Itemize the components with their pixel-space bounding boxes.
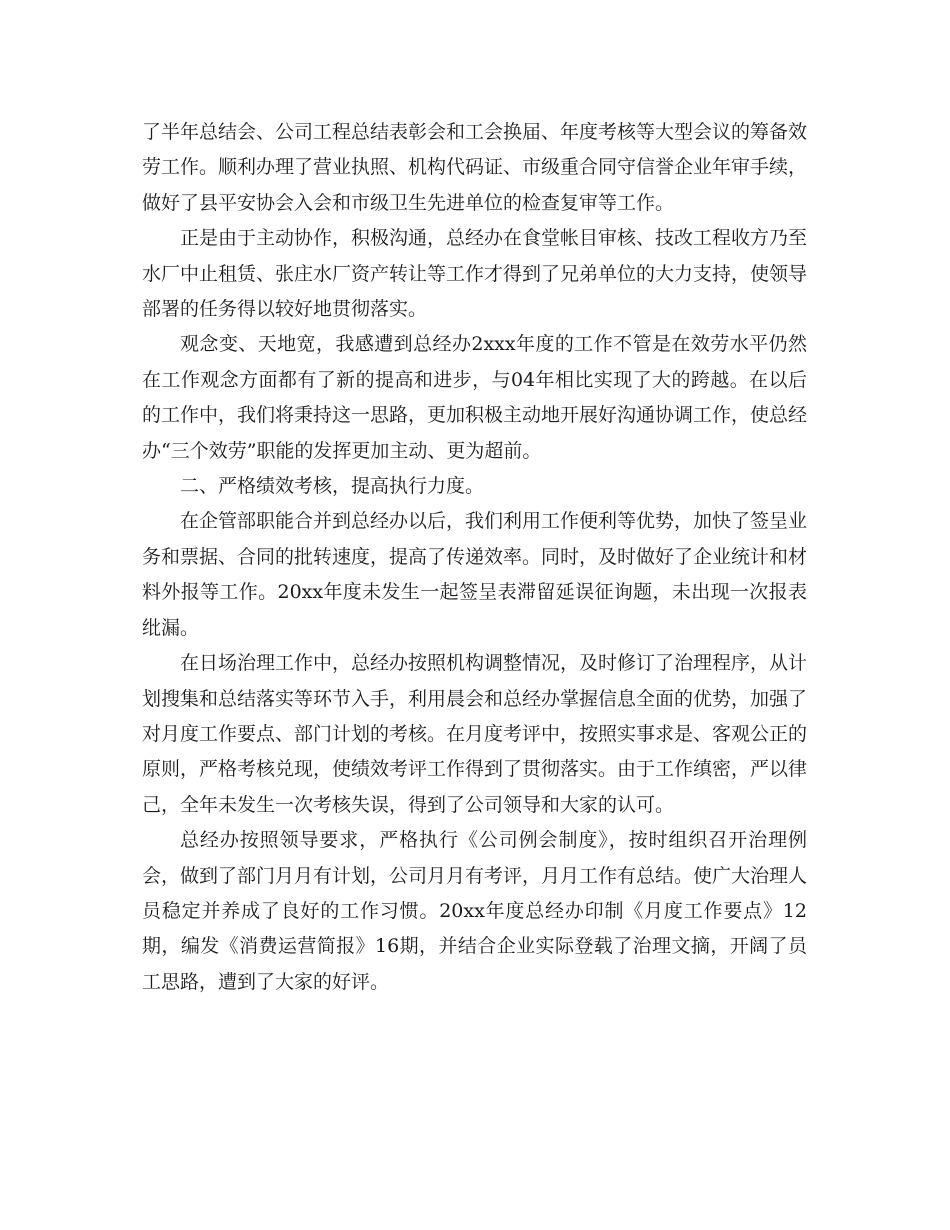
paragraph-concept-change: 观念变、天地宽，我感遭到总经办2xxx年度的工作不管是在效劳水平仍然在工作观念方面都有了新的提高和进步，与04年相比实现了大的跨越。在以后的工作中，我们将秉持这一思路，更加积极主动地开展好沟通协调工作，使总经办“三个效劳”职能的发挥更加主动、更为超前。 (142, 333, 808, 462)
paragraph-daily-management: 在日场治理工作中，总经办按照机构调整情况，及时修订了治理程序，从计划搜集和总结落实等环节入手，利用晨会和总经办掌握信息全面的优势，加强了对月度工作要点、部门计划的考核。在月度考评中，按照实事求是、客观公正的原则，严格考核兑现，使绩效考评工作得到了贯彻落实。由于工作缜密，严以律己，全年未发生一次考核失误，得到了公司领导和大家的认可。 (142, 652, 808, 816)
paragraph-cooperation: 正是由于主动协作，积极沟通，总经办在食堂帐目审核、技改工程收方乃至水厂中止租赁、张庄水厂资产转让等工作才得到了兄弟单位的大力支持，使领导部署的任务得以较好地贯彻落实。 (142, 227, 808, 321)
paragraph-merger: 在企管部职能合并到总经办以后，我们利用工作便利等优势，加快了签呈业务和票据、合同的批转速度，提高了传递效率。同时，及时做好了企业统计和材料外报等工作。20xx年度未发生一起签呈表滞留延误征询题，未出现一次报表纰漏。 (142, 510, 808, 639)
document-body (142, 115, 807, 1000)
paragraph-meeting-system: 总经办按照领导要求，严格执行《公司例会制度》，按时组织召开治理例会，做到了部门月月有计划，公司月月有考评，月月工作有总结。使广大治理人员稳定并养成了良好的工作习惯。20xx年度总经办印制《月度工作要点》12期，编发《消费运营简报》16期，并结合企业实际登载了治理文摘，开阔了员工思路，遭到了大家的好评。 (142, 829, 808, 993)
section-heading-performance: 二、严格绩效考核，提高执行力度。 (180, 475, 485, 498)
paragraph-continuation: 了半年总结会、公司工程总结表彰会和工会换届、年度考核等大型会议的筹备效劳工作。顺利办理了营业执照、机构代码证、市级重合同守信誉企业年审手续，做好了县平安协会入会和市级卫生先进单位的检查复审等工作。 (142, 121, 808, 214)
